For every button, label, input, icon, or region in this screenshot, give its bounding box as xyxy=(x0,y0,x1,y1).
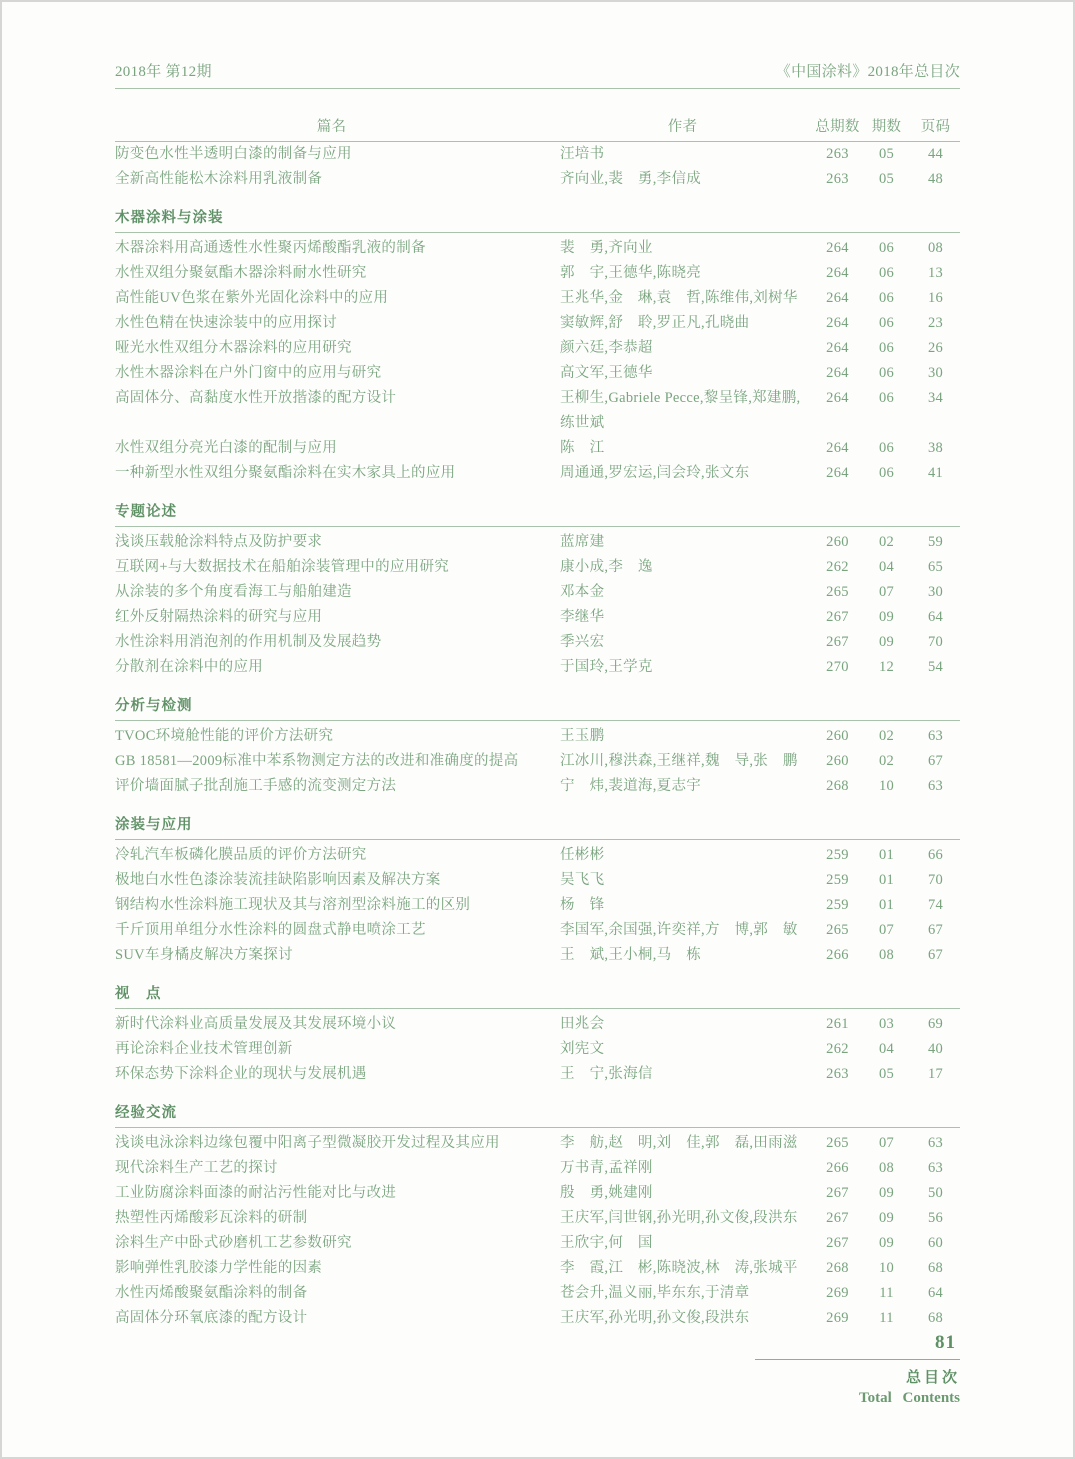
table-row xyxy=(115,1181,960,1206)
entry-authors: 田兆会 xyxy=(560,1016,605,1032)
toc-body xyxy=(115,142,960,1331)
entry-title: 热塑性丙烯酸彩瓦涂料的研制 xyxy=(115,1210,308,1226)
table-row xyxy=(115,580,960,605)
entry-issue: 06 xyxy=(878,265,895,281)
section-header: 分析与检测 xyxy=(115,690,960,721)
entry-title: 钢结构水性涂料施工现状及其与溶剂型涂料施工的区别 xyxy=(115,897,471,913)
entry-page: 48 xyxy=(927,171,944,187)
entry-volume: 267 xyxy=(826,634,849,650)
entry-authors: 陈 江 xyxy=(560,440,605,456)
entry-page: 63 xyxy=(927,1160,944,1176)
entry-page: 30 xyxy=(927,365,944,381)
table-row xyxy=(115,142,960,167)
entry-authors: 康小成,李 逸 xyxy=(560,559,653,575)
footer-divider xyxy=(755,1359,960,1360)
entry-page: 56 xyxy=(927,1210,944,1226)
entry-page: 38 xyxy=(927,440,944,456)
entry-page: 68 xyxy=(927,1310,944,1326)
entry-page: 08 xyxy=(927,240,944,256)
entry-page: 17 xyxy=(927,1066,944,1082)
table-row xyxy=(115,843,960,868)
entry-volume: 264 xyxy=(826,440,849,456)
entry-page: 67 xyxy=(927,947,944,963)
entry-issue: 08 xyxy=(878,1160,895,1176)
table-row xyxy=(115,774,960,799)
entry-volume: 267 xyxy=(826,609,849,625)
entry-issue: 11 xyxy=(879,1285,894,1301)
entry-issue: 09 xyxy=(878,609,895,625)
toc-section xyxy=(115,809,960,968)
entry-authors: 周通通,罗宏运,闫会玲,张文东 xyxy=(560,465,750,481)
running-head xyxy=(115,60,960,89)
entry-page: 63 xyxy=(927,728,944,744)
entry-issue: 02 xyxy=(878,753,895,769)
entry-issue: 07 xyxy=(878,922,895,938)
entry-authors: 李继华 xyxy=(560,609,605,625)
entry-page: 64 xyxy=(927,1285,944,1301)
column-header-issue: 期数 xyxy=(871,119,902,135)
entry-page: 16 xyxy=(927,290,944,306)
entry-volume: 264 xyxy=(826,265,849,281)
entry-issue: 09 xyxy=(878,1210,895,1226)
table-row xyxy=(115,1281,960,1306)
entry-page: 59 xyxy=(927,534,944,550)
footer-label-cn: 总目次 xyxy=(905,1370,960,1386)
journal-title: 《中国涂料》2018年总目次 xyxy=(775,64,960,80)
entry-authors: 王庆军,闫世钢,孙光明,孙文俊,段洪东 xyxy=(560,1210,798,1226)
entry-title: 木器涂料用高通透性水性聚丙烯酸酯乳液的制备 xyxy=(115,240,426,256)
table-row xyxy=(115,943,960,968)
entry-title: 水性涂料用消泡剂的作用机制及发展趋势 xyxy=(115,634,382,650)
entry-authors: 宁 炜,裴道海,夏志宇 xyxy=(560,778,702,794)
entry-volume: 269 xyxy=(826,1285,849,1301)
entry-issue: 04 xyxy=(878,559,895,575)
entry-issue: 06 xyxy=(878,340,895,356)
table-row xyxy=(115,336,960,361)
table-row xyxy=(115,1306,960,1331)
table-row xyxy=(115,530,960,555)
page-content xyxy=(115,60,960,1331)
table-row xyxy=(115,918,960,943)
entry-authors: 殷 勇,姚建刚 xyxy=(560,1185,653,1201)
entry-title: 工业防腐涂料面漆的耐沾污性能对比与改进 xyxy=(115,1185,397,1201)
table-row xyxy=(115,1037,960,1062)
table-row xyxy=(115,261,960,286)
entry-issue: 06 xyxy=(878,440,895,456)
toc-section xyxy=(115,978,960,1087)
entry-volume: 270 xyxy=(826,659,849,675)
table-row xyxy=(115,236,960,261)
toc-section xyxy=(115,1097,960,1331)
entry-page: 60 xyxy=(927,1235,944,1251)
entry-issue: 09 xyxy=(878,634,895,650)
entry-issue: 04 xyxy=(878,1041,895,1057)
entry-title: 浅谈电泳涂料边缘包覆中阳离子型微凝胶开发过程及其应用 xyxy=(115,1135,500,1151)
entry-page: 40 xyxy=(927,1041,944,1057)
entry-title: 水性色精在快速涂装中的应用探讨 xyxy=(115,315,337,331)
table-row xyxy=(115,1156,960,1181)
entry-volume: 259 xyxy=(826,897,849,913)
entry-title: 哑光水性双组分木器涂料的应用研究 xyxy=(115,340,352,356)
entry-title: SUV车身橘皮解决方案探讨 xyxy=(115,947,293,963)
entry-authors: 李国军,余国强,许奕祥,方 博,郭 敏 xyxy=(560,922,798,938)
entry-title: 千斤顶用单组分水性涂料的圆盘式静电喷涂工艺 xyxy=(115,922,426,938)
column-header-volume: 总期数 xyxy=(815,119,860,135)
column-header-authors: 作者 xyxy=(667,119,698,135)
table-row xyxy=(115,749,960,774)
entry-authors: 高文军,王德华 xyxy=(560,365,653,381)
entry-volume: 259 xyxy=(826,872,849,888)
entry-authors: 刘宪文 xyxy=(560,1041,605,1057)
entry-issue: 03 xyxy=(878,1016,895,1032)
entry-page: 44 xyxy=(927,146,944,162)
entry-page: 74 xyxy=(927,897,944,913)
entry-authors: 蓝席建 xyxy=(560,534,605,550)
entry-title: 极地白水性色漆涂装流挂缺陷影响因素及解决方案 xyxy=(115,872,441,888)
entry-issue: 01 xyxy=(878,897,895,913)
entry-title: 高固体分、高黏度水性开放揩漆的配方设计 xyxy=(115,390,397,406)
table-row xyxy=(115,1231,960,1256)
entry-volume: 267 xyxy=(826,1210,849,1226)
entry-volume: 262 xyxy=(826,559,849,575)
entry-issue: 08 xyxy=(878,947,895,963)
table-row xyxy=(115,386,960,436)
entry-volume: 266 xyxy=(826,947,849,963)
entry-page: 67 xyxy=(927,922,944,938)
entry-title: 涂料生产中卧式砂磨机工艺参数研究 xyxy=(115,1235,352,1251)
entry-authors: 齐向业,裴 勇,李信成 xyxy=(560,171,702,187)
entry-authors: 王柳生,Gabriele Pecce,黎呈锋,郑建鹏,练世斌 xyxy=(560,390,801,431)
entry-issue: 10 xyxy=(878,778,895,794)
table-row xyxy=(115,605,960,630)
table-row xyxy=(115,1256,960,1281)
entry-volume: 264 xyxy=(826,290,849,306)
entry-authors: 汪培书 xyxy=(560,146,605,162)
entry-issue: 02 xyxy=(878,534,895,550)
entry-issue: 06 xyxy=(878,315,895,331)
entry-authors: 万书青,孟祥刚 xyxy=(560,1160,653,1176)
entry-page: 13 xyxy=(927,265,944,281)
entry-volume: 267 xyxy=(826,1235,849,1251)
entry-volume: 264 xyxy=(826,465,849,481)
section-header: 涂装与应用 xyxy=(115,809,960,840)
entry-volume: 265 xyxy=(826,1135,849,1151)
entry-authors: 季兴宏 xyxy=(560,634,605,650)
entry-title: 评价墙面腻子批刮施工手感的流变测定方法 xyxy=(115,778,397,794)
entry-title: 水性双组分亮光白漆的配制与应用 xyxy=(115,440,337,456)
section-header: 视 点 xyxy=(115,978,960,1009)
table-row xyxy=(115,555,960,580)
entry-title: 水性双组分聚氨酯木器涂料耐水性研究 xyxy=(115,265,367,281)
entry-title: 水性丙烯酸聚氨酯涂料的制备 xyxy=(115,1285,308,1301)
entry-page: 68 xyxy=(927,1260,944,1276)
table-row xyxy=(115,893,960,918)
entry-volume: 259 xyxy=(826,847,849,863)
entry-issue: 05 xyxy=(878,1066,895,1082)
entry-volume: 264 xyxy=(826,340,849,356)
table-row xyxy=(115,655,960,680)
entry-title: 水性木器涂料在户外门窗中的应用与研究 xyxy=(115,365,382,381)
entry-page: 63 xyxy=(927,778,944,794)
entry-page: 34 xyxy=(927,390,944,406)
entry-title: 全新高性能松木涂料用乳液制备 xyxy=(115,171,323,187)
entry-volume: 268 xyxy=(826,778,849,794)
entry-page: 54 xyxy=(927,659,944,675)
entry-title: 一种新型水性双组分聚氨酯涂料在实木家具上的应用 xyxy=(115,465,456,481)
entry-title: 再论涂料企业技术管理创新 xyxy=(115,1041,293,1057)
entry-authors: 邓本金 xyxy=(560,584,605,600)
entry-title: GB 18581—2009标准中苯系物测定方法的改进和准确度的提高 xyxy=(115,753,519,769)
entry-authors: 王庆军,孙光明,孙文俊,段洪东 xyxy=(560,1310,750,1326)
entry-title: TVOC环境舱性能的评价方法研究 xyxy=(115,728,334,744)
table-row xyxy=(115,1206,960,1231)
entry-volume: 269 xyxy=(826,1310,849,1326)
entry-title: 影响弹性乳胶漆力学性能的因素 xyxy=(115,1260,323,1276)
entry-volume: 266 xyxy=(826,1160,849,1176)
entry-issue: 06 xyxy=(878,465,895,481)
entry-page: 26 xyxy=(927,340,944,356)
entry-page: 50 xyxy=(927,1185,944,1201)
entry-volume: 260 xyxy=(826,534,849,550)
entry-authors: 郭 宇,王德华,陈晓亮 xyxy=(560,265,702,281)
entry-page: 65 xyxy=(927,559,944,575)
entry-issue: 07 xyxy=(878,584,895,600)
entry-authors: 李 舫,赵 明,刘 佳,郭 磊,田雨滋 xyxy=(560,1135,798,1151)
entry-issue: 01 xyxy=(878,872,895,888)
section-header: 专题论述 xyxy=(115,496,960,527)
entry-issue: 05 xyxy=(878,146,895,162)
table-row xyxy=(115,311,960,336)
entry-authors: 王兆华,金 琳,袁 哲,陈维伟,刘树华 xyxy=(560,290,798,306)
entry-issue: 06 xyxy=(878,290,895,306)
entry-page: 64 xyxy=(927,609,944,625)
section-header: 经验交流 xyxy=(115,1097,960,1128)
entry-page: 30 xyxy=(927,584,944,600)
entry-authors: 窦敏辉,舒 聆,罗正凡,孔晓曲 xyxy=(560,315,750,331)
entry-issue: 06 xyxy=(878,390,895,406)
entry-title: 浅谈压载舱涂料特点及防护要求 xyxy=(115,534,323,550)
page-footer xyxy=(755,1332,960,1407)
entry-volume: 263 xyxy=(826,171,849,187)
entry-volume: 262 xyxy=(826,1041,849,1057)
toc-section xyxy=(115,202,960,486)
table-row xyxy=(115,436,960,461)
entry-issue: 01 xyxy=(878,847,895,863)
entry-title: 现代涂料生产工艺的探讨 xyxy=(115,1160,278,1176)
entry-issue: 02 xyxy=(878,728,895,744)
table-row xyxy=(115,868,960,893)
entry-authors: 王玉鹏 xyxy=(560,728,605,744)
table-row xyxy=(115,461,960,486)
section-header: 木器涂料与涂装 xyxy=(115,202,960,233)
entry-page: 23 xyxy=(927,315,944,331)
entry-issue: 12 xyxy=(878,659,895,675)
toc-section xyxy=(115,690,960,799)
entry-volume: 261 xyxy=(826,1016,849,1032)
entry-authors: 裴 勇,齐向业 xyxy=(560,240,653,256)
entry-volume: 264 xyxy=(826,240,849,256)
entry-volume: 265 xyxy=(826,922,849,938)
entry-volume: 263 xyxy=(826,1066,849,1082)
entry-issue: 11 xyxy=(879,1310,894,1326)
entry-page: 69 xyxy=(927,1016,944,1032)
entry-title: 冷轧汽车板磷化膜品质的评价方法研究 xyxy=(115,847,367,863)
column-header-page: 页码 xyxy=(920,119,951,135)
entry-volume: 265 xyxy=(826,584,849,600)
toc-section xyxy=(115,142,960,192)
entry-authors: 王欣宇,何 国 xyxy=(560,1235,653,1251)
entry-page: 70 xyxy=(927,634,944,650)
entry-title: 高性能UV色浆在紫外光固化涂料中的应用 xyxy=(115,290,389,306)
table-row xyxy=(115,630,960,655)
entry-issue: 05 xyxy=(878,171,895,187)
table-column-header xyxy=(115,115,960,142)
entry-title: 分散剂在涂料中的应用 xyxy=(115,659,263,675)
entry-authors: 江冰川,穆洪森,王继祥,魏 导,张 鹏 xyxy=(560,753,798,769)
entry-authors: 杨 锋 xyxy=(560,897,605,913)
entry-title: 互联网+与大数据技术在船舶涂装管理中的应用研究 xyxy=(115,559,450,575)
entry-volume: 267 xyxy=(826,1185,849,1201)
table-row xyxy=(115,167,960,192)
entry-volume: 264 xyxy=(826,315,849,331)
entry-issue: 06 xyxy=(878,365,895,381)
entry-volume: 260 xyxy=(826,728,849,744)
table-row xyxy=(115,361,960,386)
entry-title: 防变色水性半透明白漆的制备与应用 xyxy=(115,146,352,162)
table-row xyxy=(115,724,960,749)
entry-volume: 263 xyxy=(826,146,849,162)
toc-section xyxy=(115,496,960,680)
entry-title: 新时代涂料业高质量发展及其发展环境小议 xyxy=(115,1016,397,1032)
entry-authors: 于国玲,王学克 xyxy=(560,659,653,675)
entry-title: 从涂装的多个角度看海工与船舶建造 xyxy=(115,584,352,600)
entry-page: 70 xyxy=(927,872,944,888)
entry-authors: 任彬彬 xyxy=(560,847,605,863)
entry-authors: 王 宁,张海信 xyxy=(560,1066,653,1082)
entry-page: 66 xyxy=(927,847,944,863)
entry-issue: 09 xyxy=(878,1185,895,1201)
entry-page: 63 xyxy=(927,1135,944,1151)
issue-info: 2018年 第12期 xyxy=(115,64,212,80)
entry-page: 41 xyxy=(927,465,944,481)
entry-authors: 王 斌,王小桐,马 栋 xyxy=(560,947,702,963)
entry-page: 67 xyxy=(927,753,944,769)
table-row xyxy=(115,1012,960,1037)
entry-volume: 260 xyxy=(826,753,849,769)
table-row xyxy=(115,1062,960,1087)
entry-authors: 苍会升,温义丽,毕东东,于清章 xyxy=(560,1285,750,1301)
entry-volume: 268 xyxy=(826,1260,849,1276)
page-number: 81 xyxy=(935,1332,956,1353)
entry-volume: 264 xyxy=(826,365,849,381)
entry-issue: 10 xyxy=(878,1260,895,1276)
entry-authors: 吴飞飞 xyxy=(560,872,605,888)
entry-title: 环保态势下涂料企业的现状与发展机遇 xyxy=(115,1066,367,1082)
entry-authors: 李 霞,江 彬,陈晓波,林 涛,张城平 xyxy=(560,1260,798,1276)
entry-authors: 颜六廷,李恭超 xyxy=(560,340,653,356)
column-header-title: 篇名 xyxy=(316,119,347,135)
footer-label-en: Total Contents xyxy=(858,1390,960,1406)
table-row xyxy=(115,286,960,311)
entry-title: 高固体分环氧底漆的配方设计 xyxy=(115,1310,308,1326)
entry-issue: 09 xyxy=(878,1235,895,1251)
entry-title: 红外反射隔热涂料的研究与应用 xyxy=(115,609,323,625)
entry-issue: 06 xyxy=(878,240,895,256)
entry-issue: 07 xyxy=(878,1135,895,1151)
entry-volume: 264 xyxy=(826,390,849,406)
table-row xyxy=(115,1131,960,1156)
